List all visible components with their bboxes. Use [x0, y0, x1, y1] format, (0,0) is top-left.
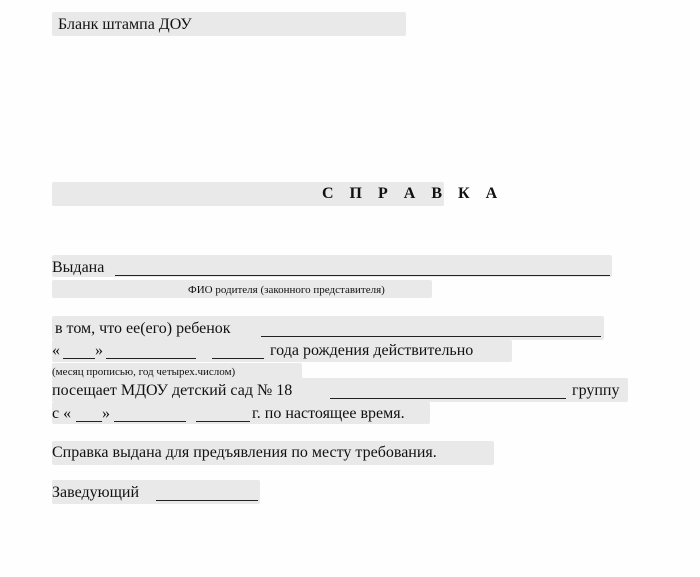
since-suffix: г. по настоящее время. — [252, 405, 405, 422]
birth-caption: (месяц прописью, год четырех.числом) — [52, 366, 236, 378]
child-label: в том, что ее(его) ребенок — [55, 320, 231, 337]
birth-year-field[interactable] — [212, 358, 264, 359]
purpose-text: Справка выдана для предъявления по месту требования. — [52, 444, 437, 461]
head-label: Заведующий — [52, 484, 140, 501]
stamp-label: Бланк штампа ДОУ — [58, 16, 192, 33]
document-title: С П Р А В К А — [322, 185, 504, 202]
since-year-field[interactable] — [196, 421, 250, 422]
birth-open-quote: « — [52, 342, 60, 359]
issued-to-caption: ФИО родителя (законного представителя) — [188, 284, 385, 296]
child-name-field[interactable] — [261, 336, 601, 337]
birth-close-quote: » — [95, 342, 103, 359]
issued-to-label: Выдана — [52, 259, 105, 276]
birth-day-field[interactable] — [63, 358, 95, 359]
since-prefix: с « — [52, 405, 72, 422]
since-day-field[interactable] — [76, 421, 102, 422]
birth-month-field[interactable] — [106, 358, 196, 359]
birth-suffix: года рождения действительно — [270, 342, 474, 359]
attends-label: посещает МДОУ детский сад № 18 — [52, 382, 293, 399]
group-label: группу — [572, 382, 620, 399]
group-field[interactable] — [330, 398, 566, 399]
since-month-field[interactable] — [114, 421, 186, 422]
head-signature-field[interactable] — [156, 500, 258, 501]
since-close-quote: » — [102, 405, 110, 422]
issued-to-field[interactable] — [115, 275, 610, 276]
issued-to-highlight — [52, 255, 612, 277]
